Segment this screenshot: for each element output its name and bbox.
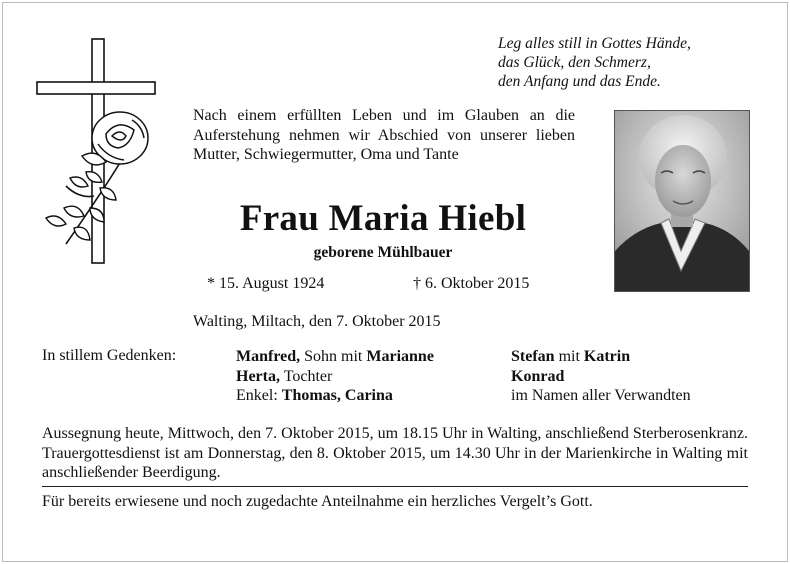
birth-date: * 15. August 1924 [207,275,325,292]
mourner-row: Stefan mit Katrin [511,348,631,365]
mourners-column-1 [236,347,434,406]
portrait-photo [614,110,750,292]
verse-line-2: das Glück, den Schmerz, [498,54,651,71]
mourner-row: Enkel: Thomas, Carina [236,387,393,404]
mourner-row: im Namen aller Verwandten [511,387,691,404]
mourner-row: Manfred, Sohn mit Marianne [236,348,434,365]
portrait-illustration [615,111,749,291]
place-date: Walting, Miltach, den 7. Oktober 2015 [193,313,441,330]
verse [498,34,768,91]
verse-line-3: den Anfang und das Ende. [498,73,661,90]
deceased-name: Frau Maria Hiebl [239,198,527,239]
mourner-row: Herta, Tochter [236,367,333,385]
divider [42,486,748,487]
death-date: † 6. Oktober 2015 [413,275,530,292]
funeral-details: Aussegnung heute, Mittwoch, den 7. Oktober 2015, um 18.15 Uhr in Walting, anschließend Sterberosenkranz. Trauergottesdienst ist am Donnerstag, den 8. Oktober 2015, um 14.30 Uhr in der Marienkirche in Walting mit anschließender Beerdigung. [42,425,748,481]
intro-text: Nach einem erfüllten Leben und im Glauben an die Auferstehung nehmen wir Abschied von unserer lieben Mutter, Schwiegermutter, Oma und Tante [193,107,575,163]
mourners-column-2 [511,347,691,406]
maiden-name: geborene Mühlbauer [313,244,453,261]
thanks-text: Für bereits erwiesene und noch zugedachte Anteilnahme ein herzliches Vergelt’s Gott. [42,493,593,510]
mourner-row: Konrad [511,367,565,385]
cross-with-rose-icon [36,38,166,266]
mourners-label: In stillem Gedenken: [42,347,177,364]
verse-line-1: Leg alles still in Gottes Hände, [498,35,691,52]
